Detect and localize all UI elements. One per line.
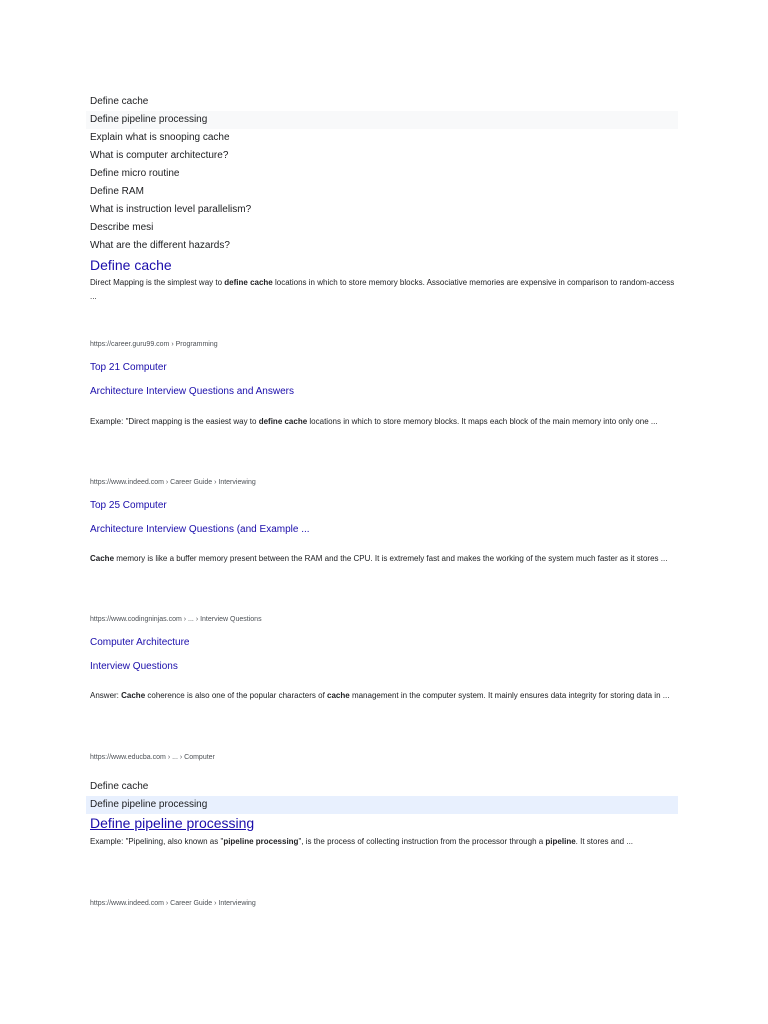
question-item[interactable]: What are the different hazards?: [90, 240, 230, 251]
question-item[interactable]: Describe mesi: [90, 222, 154, 233]
question-item[interactable]: Define cache: [90, 96, 149, 107]
result-url[interactable]: https://www.educba.com › ... › Computer: [90, 754, 215, 761]
answer-snippet: Direct Mapping is the simplest way to define cache locations in which to store memory blocks. Associative memories are expensive in comparison to random-access ...: [90, 278, 675, 301]
result-title[interactable]: Architecture Interview Questions (and Example ...: [90, 524, 310, 535]
result-snippet: Answer: Cache coherence is also one of the popular characters of cache management in the computer system. It mainly ensures data integrity for storing data in ...: [90, 691, 670, 700]
answer-title[interactable]: Define pipeline processing: [90, 815, 255, 831]
result-title[interactable]: Interview Questions: [90, 661, 178, 672]
result-title[interactable]: Computer Architecture: [90, 637, 190, 648]
result-url[interactable]: https://www.codingninjas.com › ... › Interview Questions: [90, 616, 262, 623]
question-item[interactable]: Define pipeline processing: [86, 796, 678, 814]
answer-title[interactable]: Define cache: [90, 257, 172, 273]
result-snippet: Cache memory is like a buffer memory present between the RAM and the CPU. It is extremely fast and makes the working of the system much faster as it stores ...: [90, 554, 668, 563]
result-url[interactable]: https://career.guru99.com › Programming: [90, 341, 218, 348]
question-item[interactable]: What is computer architecture?: [90, 150, 229, 161]
answer-snippet: Example: "Pipelining, also known as "pipeline processing", is the process of collecting instruction from the processor through a pipeline. It stores and ...: [90, 837, 634, 846]
question-item[interactable]: Define micro routine: [90, 168, 180, 179]
result-url[interactable]: https://www.indeed.com › Career Guide › Interviewing: [90, 900, 256, 907]
result-title[interactable]: Top 21 Computer: [90, 362, 167, 373]
result-snippet: Example: "Direct mapping is the easiest way to define cache locations in which to store memory blocks. It maps each block of the main memory into only one ...: [90, 417, 658, 426]
question-item[interactable]: Define cache: [90, 781, 149, 792]
question-item[interactable]: Define pipeline processing: [86, 111, 678, 129]
question-item[interactable]: Explain what is snooping cache: [90, 132, 230, 143]
result-url[interactable]: https://www.indeed.com › Career Guide › Interviewing: [90, 479, 256, 486]
question-item[interactable]: Define RAM: [90, 186, 144, 197]
result-title[interactable]: Architecture Interview Questions and Answers: [90, 386, 294, 397]
question-item[interactable]: What is instruction level parallelism?: [90, 204, 252, 215]
result-title[interactable]: Top 25 Computer: [90, 500, 167, 511]
